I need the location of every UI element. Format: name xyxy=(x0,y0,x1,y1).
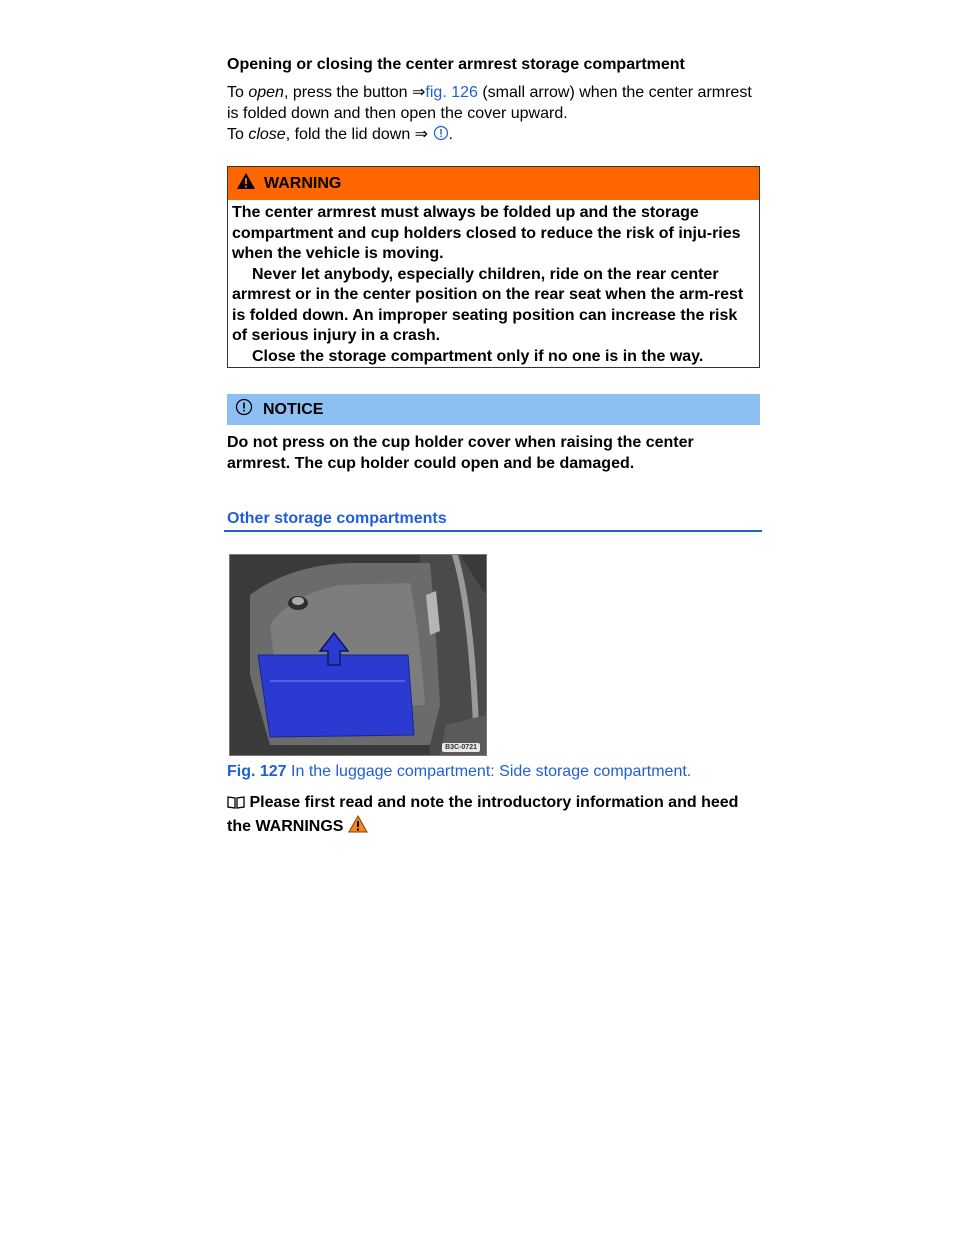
luggage-compartment-figure xyxy=(229,554,487,756)
fig-126-link[interactable]: fig. 126 xyxy=(425,84,478,101)
warning-header xyxy=(228,167,759,200)
notice-header xyxy=(227,394,760,425)
figure-code: B3C-0721 xyxy=(442,743,480,752)
warning-label: WARNING xyxy=(264,174,342,192)
warning-paragraph-1: The center armrest must always be folded up and the storage compartment and cup holders closed to reduce the risk of inju-ries when the vehicle is moving. xyxy=(232,204,741,262)
figure-illustration xyxy=(230,555,486,755)
section-heading: Opening or closing the center armrest storage compartment xyxy=(227,56,685,73)
warning-paragraph-2: Never let anybody, especially children, ride on the rear center armrest or in the center position on the rear seat when the arm-rest is folded down. An improper seating position can increase the risk of serious injury in a crash. xyxy=(232,265,744,344)
warning-triangle-icon[interactable] xyxy=(348,815,368,839)
open-instruction: To open, press the button ⇒fig. 126 (small arrow) when the center armrest is folded down and then open the cover upward. xyxy=(227,84,752,122)
close-instruction: To close, fold the lid down ⇒ . xyxy=(227,124,762,147)
warning-triangle-icon xyxy=(236,172,256,195)
intro-note: Please first read and note the introductory information and heed the WARNINGS xyxy=(227,792,762,839)
notice-label: NOTICE xyxy=(263,400,324,418)
figure-number: Fig. 127 xyxy=(227,763,287,780)
notice-icon[interactable] xyxy=(433,125,449,147)
book-icon xyxy=(227,794,245,815)
notice-icon xyxy=(235,398,253,421)
warning-box xyxy=(227,166,760,368)
heading-rule xyxy=(224,530,762,532)
warning-paragraph-3: Close the storage compartment only if no one is in the way. xyxy=(252,347,704,365)
notice-body: Do not press on the cup holder cover when raising the center armrest. The cup holder could open and be damaged. xyxy=(227,434,694,472)
other-storage-heading: Other storage compartments xyxy=(227,510,447,527)
figure-caption: Fig. 127 In the luggage compartment: Side storage compartment. xyxy=(227,763,692,780)
